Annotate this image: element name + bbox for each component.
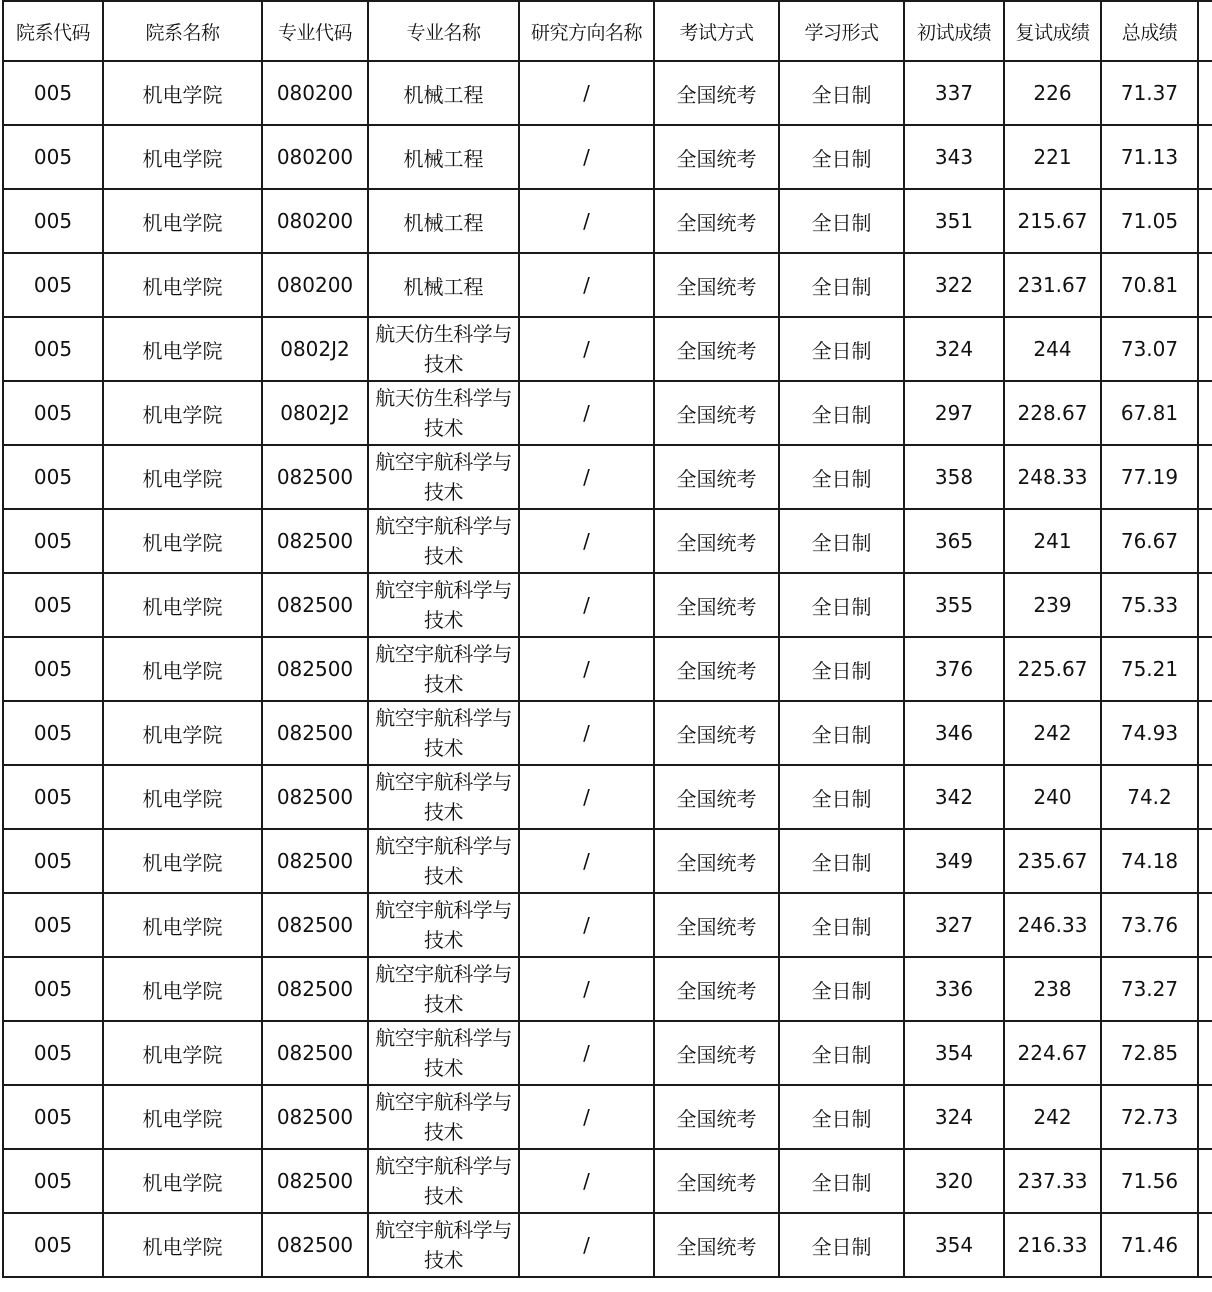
cell-study-mode: 全日制 [779, 125, 904, 189]
cell-retest-score: 226 [1004, 61, 1101, 125]
cell-research-direction: / [519, 253, 654, 317]
table-row [3, 381, 1212, 445]
header-prelim-score: 初试成绩 [904, 1, 1004, 61]
header-study-mode: 学习形式 [779, 1, 904, 61]
header-stub-cell [1198, 1, 1212, 61]
cell-research-direction: / [519, 573, 654, 637]
cell-dept-code: 005 [3, 765, 103, 829]
cell-dept-code: 005 [3, 1149, 103, 1213]
cell-major-name: 航空宇航科学与技术 [368, 509, 519, 573]
cell-dept-name: 机电学院 [103, 317, 262, 381]
cell-total-score: 76.67 [1101, 509, 1198, 573]
table-body [3, 61, 1212, 1277]
cell-retest-score: 235.67 [1004, 829, 1101, 893]
header-dept-code: 院系代码 [3, 1, 103, 61]
cell-major-name: 航空宇航科学与技术 [368, 445, 519, 509]
cell-major-name: 航空宇航科学与技术 [368, 1149, 519, 1213]
header-retest-score: 复试成绩 [1004, 1, 1101, 61]
cell-dept-name: 机电学院 [103, 701, 262, 765]
cell-research-direction: / [519, 189, 654, 253]
stub-cell [1198, 189, 1212, 253]
table-row [3, 701, 1212, 765]
cell-retest-score: 224.67 [1004, 1021, 1101, 1085]
cell-prelim-score: 336 [904, 957, 1004, 1021]
cell-exam-type: 全国统考 [654, 829, 779, 893]
cell-study-mode: 全日制 [779, 957, 904, 1021]
cell-major-code: 082500 [262, 893, 368, 957]
table-row [3, 1213, 1212, 1277]
cell-study-mode: 全日制 [779, 445, 904, 509]
cell-major-name: 航天仿生科学与技术 [368, 381, 519, 445]
cell-dept-name: 机电学院 [103, 573, 262, 637]
cell-major-code: 080200 [262, 61, 368, 125]
cell-total-score: 72.85 [1101, 1021, 1198, 1085]
stub-cell [1198, 1213, 1212, 1277]
cell-dept-name: 机电学院 [103, 381, 262, 445]
cell-research-direction: / [519, 1149, 654, 1213]
cell-dept-code: 005 [3, 509, 103, 573]
table-row [3, 509, 1212, 573]
table-row [3, 189, 1212, 253]
table-row [3, 1149, 1212, 1213]
stub-cell [1198, 701, 1212, 765]
cell-prelim-score: 358 [904, 445, 1004, 509]
cell-total-score: 71.56 [1101, 1149, 1198, 1213]
cell-study-mode: 全日制 [779, 701, 904, 765]
cell-major-code: 0802J2 [262, 381, 368, 445]
cell-major-name: 航空宇航科学与技术 [368, 1021, 519, 1085]
cell-major-code: 082500 [262, 1085, 368, 1149]
cell-research-direction: / [519, 957, 654, 1021]
cell-exam-type: 全国统考 [654, 701, 779, 765]
cell-major-name: 机械工程 [368, 125, 519, 189]
cell-retest-score: 240 [1004, 765, 1101, 829]
cell-exam-type: 全国统考 [654, 125, 779, 189]
stub-cell [1198, 445, 1212, 509]
table-header-row [3, 1, 1212, 61]
cell-exam-type: 全国统考 [654, 1213, 779, 1277]
cell-dept-code: 005 [3, 893, 103, 957]
cell-dept-name: 机电学院 [103, 957, 262, 1021]
cell-retest-score: 228.67 [1004, 381, 1101, 445]
cell-exam-type: 全国统考 [654, 61, 779, 125]
stub-cell [1198, 317, 1212, 381]
cell-major-code: 082500 [262, 1149, 368, 1213]
cell-research-direction: / [519, 125, 654, 189]
cell-prelim-score: 365 [904, 509, 1004, 573]
cell-major-name: 航空宇航科学与技术 [368, 573, 519, 637]
cell-total-score: 74.2 [1101, 765, 1198, 829]
cell-dept-code: 005 [3, 573, 103, 637]
cell-dept-name: 机电学院 [103, 1149, 262, 1213]
cell-exam-type: 全国统考 [654, 1149, 779, 1213]
table-row [3, 317, 1212, 381]
cell-prelim-score: 320 [904, 1149, 1004, 1213]
cell-major-name: 航空宇航科学与技术 [368, 637, 519, 701]
cell-major-code: 080200 [262, 125, 368, 189]
cell-major-code: 082500 [262, 1213, 368, 1277]
cell-exam-type: 全国统考 [654, 253, 779, 317]
table-row [3, 573, 1212, 637]
cell-study-mode: 全日制 [779, 637, 904, 701]
cell-dept-name: 机电学院 [103, 125, 262, 189]
cell-major-code: 082500 [262, 829, 368, 893]
table-row [3, 1085, 1212, 1149]
cell-research-direction: / [519, 1213, 654, 1277]
cell-total-score: 73.27 [1101, 957, 1198, 1021]
cell-major-code: 0802J2 [262, 317, 368, 381]
stub-cell [1198, 573, 1212, 637]
cell-dept-name: 机电学院 [103, 61, 262, 125]
table-row [3, 125, 1212, 189]
cell-exam-type: 全国统考 [654, 893, 779, 957]
cell-dept-name: 机电学院 [103, 765, 262, 829]
cell-dept-name: 机电学院 [103, 189, 262, 253]
table-row [3, 1021, 1212, 1085]
cell-dept-code: 005 [3, 829, 103, 893]
cell-major-name: 航空宇航科学与技术 [368, 701, 519, 765]
cell-prelim-score: 346 [904, 701, 1004, 765]
cell-total-score: 73.76 [1101, 893, 1198, 957]
cell-study-mode: 全日制 [779, 509, 904, 573]
cell-major-code: 082500 [262, 701, 368, 765]
cell-total-score: 70.81 [1101, 253, 1198, 317]
cell-study-mode: 全日制 [779, 1021, 904, 1085]
cell-total-score: 67.81 [1101, 381, 1198, 445]
cell-dept-name: 机电学院 [103, 509, 262, 573]
table-row [3, 637, 1212, 701]
cell-study-mode: 全日制 [779, 829, 904, 893]
cell-dept-code: 005 [3, 253, 103, 317]
table-row [3, 61, 1212, 125]
cell-prelim-score: 297 [904, 381, 1004, 445]
stub-cell [1198, 125, 1212, 189]
cell-major-name: 航空宇航科学与技术 [368, 893, 519, 957]
cell-research-direction: / [519, 893, 654, 957]
cell-dept-name: 机电学院 [103, 445, 262, 509]
cell-major-code: 082500 [262, 957, 368, 1021]
cell-dept-code: 005 [3, 957, 103, 1021]
cell-study-mode: 全日制 [779, 573, 904, 637]
cell-retest-score: 225.67 [1004, 637, 1101, 701]
cell-major-name: 机械工程 [368, 189, 519, 253]
stub-cell [1198, 1149, 1212, 1213]
stub-cell [1198, 893, 1212, 957]
cell-major-name: 机械工程 [368, 253, 519, 317]
cell-retest-score: 237.33 [1004, 1149, 1101, 1213]
cell-dept-name: 机电学院 [103, 1213, 262, 1277]
cell-study-mode: 全日制 [779, 1085, 904, 1149]
cell-exam-type: 全国统考 [654, 637, 779, 701]
cell-major-code: 080200 [262, 189, 368, 253]
cell-retest-score: 242 [1004, 701, 1101, 765]
cell-retest-score: 216.33 [1004, 1213, 1101, 1277]
cell-major-code: 082500 [262, 445, 368, 509]
cell-prelim-score: 337 [904, 61, 1004, 125]
cell-exam-type: 全国统考 [654, 445, 779, 509]
cell-research-direction: / [519, 1085, 654, 1149]
cell-total-score: 73.07 [1101, 317, 1198, 381]
cell-research-direction: / [519, 509, 654, 573]
cell-exam-type: 全国统考 [654, 189, 779, 253]
stub-cell [1198, 61, 1212, 125]
cell-major-name: 航空宇航科学与技术 [368, 765, 519, 829]
stub-cell [1198, 1021, 1212, 1085]
cell-total-score: 71.37 [1101, 61, 1198, 125]
stub-cell [1198, 381, 1212, 445]
cell-total-score: 71.13 [1101, 125, 1198, 189]
cell-major-name: 机械工程 [368, 61, 519, 125]
table-row [3, 829, 1212, 893]
cell-major-code: 082500 [262, 573, 368, 637]
cell-dept-name: 机电学院 [103, 893, 262, 957]
stub-cell [1198, 829, 1212, 893]
cell-major-name: 航空宇航科学与技术 [368, 957, 519, 1021]
cell-total-score: 74.93 [1101, 701, 1198, 765]
cell-retest-score: 238 [1004, 957, 1101, 1021]
cell-dept-name: 机电学院 [103, 1085, 262, 1149]
stub-cell [1198, 765, 1212, 829]
cell-dept-name: 机电学院 [103, 829, 262, 893]
cell-research-direction: / [519, 701, 654, 765]
cell-prelim-score: 324 [904, 1085, 1004, 1149]
cell-major-name: 航天仿生科学与技术 [368, 317, 519, 381]
cell-total-score: 75.21 [1101, 637, 1198, 701]
cell-research-direction: / [519, 317, 654, 381]
cell-major-code: 080200 [262, 253, 368, 317]
cell-prelim-score: 376 [904, 637, 1004, 701]
header-exam-type: 考试方式 [654, 1, 779, 61]
cell-total-score: 77.19 [1101, 445, 1198, 509]
header-major-name: 专业名称 [368, 1, 519, 61]
cell-major-code: 082500 [262, 637, 368, 701]
cell-dept-name: 机电学院 [103, 1021, 262, 1085]
cell-prelim-score: 351 [904, 189, 1004, 253]
cell-prelim-score: 354 [904, 1213, 1004, 1277]
stub-cell [1198, 253, 1212, 317]
cell-research-direction: / [519, 381, 654, 445]
cell-exam-type: 全国统考 [654, 381, 779, 445]
cell-retest-score: 221 [1004, 125, 1101, 189]
cell-dept-code: 005 [3, 189, 103, 253]
cell-prelim-score: 354 [904, 1021, 1004, 1085]
cell-exam-type: 全国统考 [654, 509, 779, 573]
cell-retest-score: 244 [1004, 317, 1101, 381]
cell-study-mode: 全日制 [779, 765, 904, 829]
cell-exam-type: 全国统考 [654, 765, 779, 829]
cell-major-code: 082500 [262, 1021, 368, 1085]
cell-total-score: 72.73 [1101, 1085, 1198, 1149]
cell-retest-score: 239 [1004, 573, 1101, 637]
table-row [3, 957, 1212, 1021]
table-row [3, 445, 1212, 509]
cell-research-direction: / [519, 1021, 654, 1085]
cell-prelim-score: 342 [904, 765, 1004, 829]
cell-exam-type: 全国统考 [654, 1021, 779, 1085]
cell-dept-code: 005 [3, 637, 103, 701]
stub-cell [1198, 1085, 1212, 1149]
header-research-direction: 研究方向名称 [519, 1, 654, 61]
cell-retest-score: 248.33 [1004, 445, 1101, 509]
table-row [3, 765, 1212, 829]
cell-study-mode: 全日制 [779, 1213, 904, 1277]
cell-research-direction: / [519, 829, 654, 893]
cell-retest-score: 242 [1004, 1085, 1101, 1149]
stub-cell [1198, 509, 1212, 573]
header-major-code: 专业代码 [262, 1, 368, 61]
cell-retest-score: 231.67 [1004, 253, 1101, 317]
cell-exam-type: 全国统考 [654, 957, 779, 1021]
cell-dept-code: 005 [3, 701, 103, 765]
cell-total-score: 74.18 [1101, 829, 1198, 893]
cell-study-mode: 全日制 [779, 893, 904, 957]
cell-research-direction: / [519, 765, 654, 829]
cell-research-direction: / [519, 445, 654, 509]
cell-dept-code: 005 [3, 125, 103, 189]
cell-dept-code: 005 [3, 61, 103, 125]
cell-prelim-score: 327 [904, 893, 1004, 957]
cell-study-mode: 全日制 [779, 253, 904, 317]
cell-prelim-score: 322 [904, 253, 1004, 317]
admission-score-table [2, 0, 1212, 1278]
cell-exam-type: 全国统考 [654, 1085, 779, 1149]
cell-prelim-score: 343 [904, 125, 1004, 189]
cell-research-direction: / [519, 637, 654, 701]
cell-prelim-score: 349 [904, 829, 1004, 893]
cell-dept-name: 机电学院 [103, 637, 262, 701]
cell-major-code: 082500 [262, 765, 368, 829]
cell-total-score: 71.05 [1101, 189, 1198, 253]
cell-retest-score: 215.67 [1004, 189, 1101, 253]
cell-dept-code: 005 [3, 445, 103, 509]
cell-total-score: 71.46 [1101, 1213, 1198, 1277]
cell-retest-score: 241 [1004, 509, 1101, 573]
header-dept-name: 院系名称 [103, 1, 262, 61]
cell-study-mode: 全日制 [779, 381, 904, 445]
cell-research-direction: / [519, 61, 654, 125]
cell-study-mode: 全日制 [779, 61, 904, 125]
table-row [3, 253, 1212, 317]
cell-dept-code: 005 [3, 381, 103, 445]
cell-total-score: 75.33 [1101, 573, 1198, 637]
cell-study-mode: 全日制 [779, 317, 904, 381]
cell-major-name: 航空宇航科学与技术 [368, 1213, 519, 1277]
cell-study-mode: 全日制 [779, 1149, 904, 1213]
cell-exam-type: 全国统考 [654, 317, 779, 381]
cell-major-name: 航空宇航科学与技术 [368, 829, 519, 893]
cell-dept-code: 005 [3, 1085, 103, 1149]
cell-study-mode: 全日制 [779, 189, 904, 253]
cell-major-name: 航空宇航科学与技术 [368, 1085, 519, 1149]
stub-cell [1198, 957, 1212, 1021]
cell-exam-type: 全国统考 [654, 573, 779, 637]
stub-cell [1198, 637, 1212, 701]
cell-prelim-score: 355 [904, 573, 1004, 637]
header-total-score: 总成绩 [1101, 1, 1198, 61]
cell-dept-name: 机电学院 [103, 253, 262, 317]
cell-dept-code: 005 [3, 317, 103, 381]
cell-dept-code: 005 [3, 1021, 103, 1085]
cell-retest-score: 246.33 [1004, 893, 1101, 957]
cell-major-code: 082500 [262, 509, 368, 573]
table-row [3, 893, 1212, 957]
cell-prelim-score: 324 [904, 317, 1004, 381]
cell-dept-code: 005 [3, 1213, 103, 1277]
